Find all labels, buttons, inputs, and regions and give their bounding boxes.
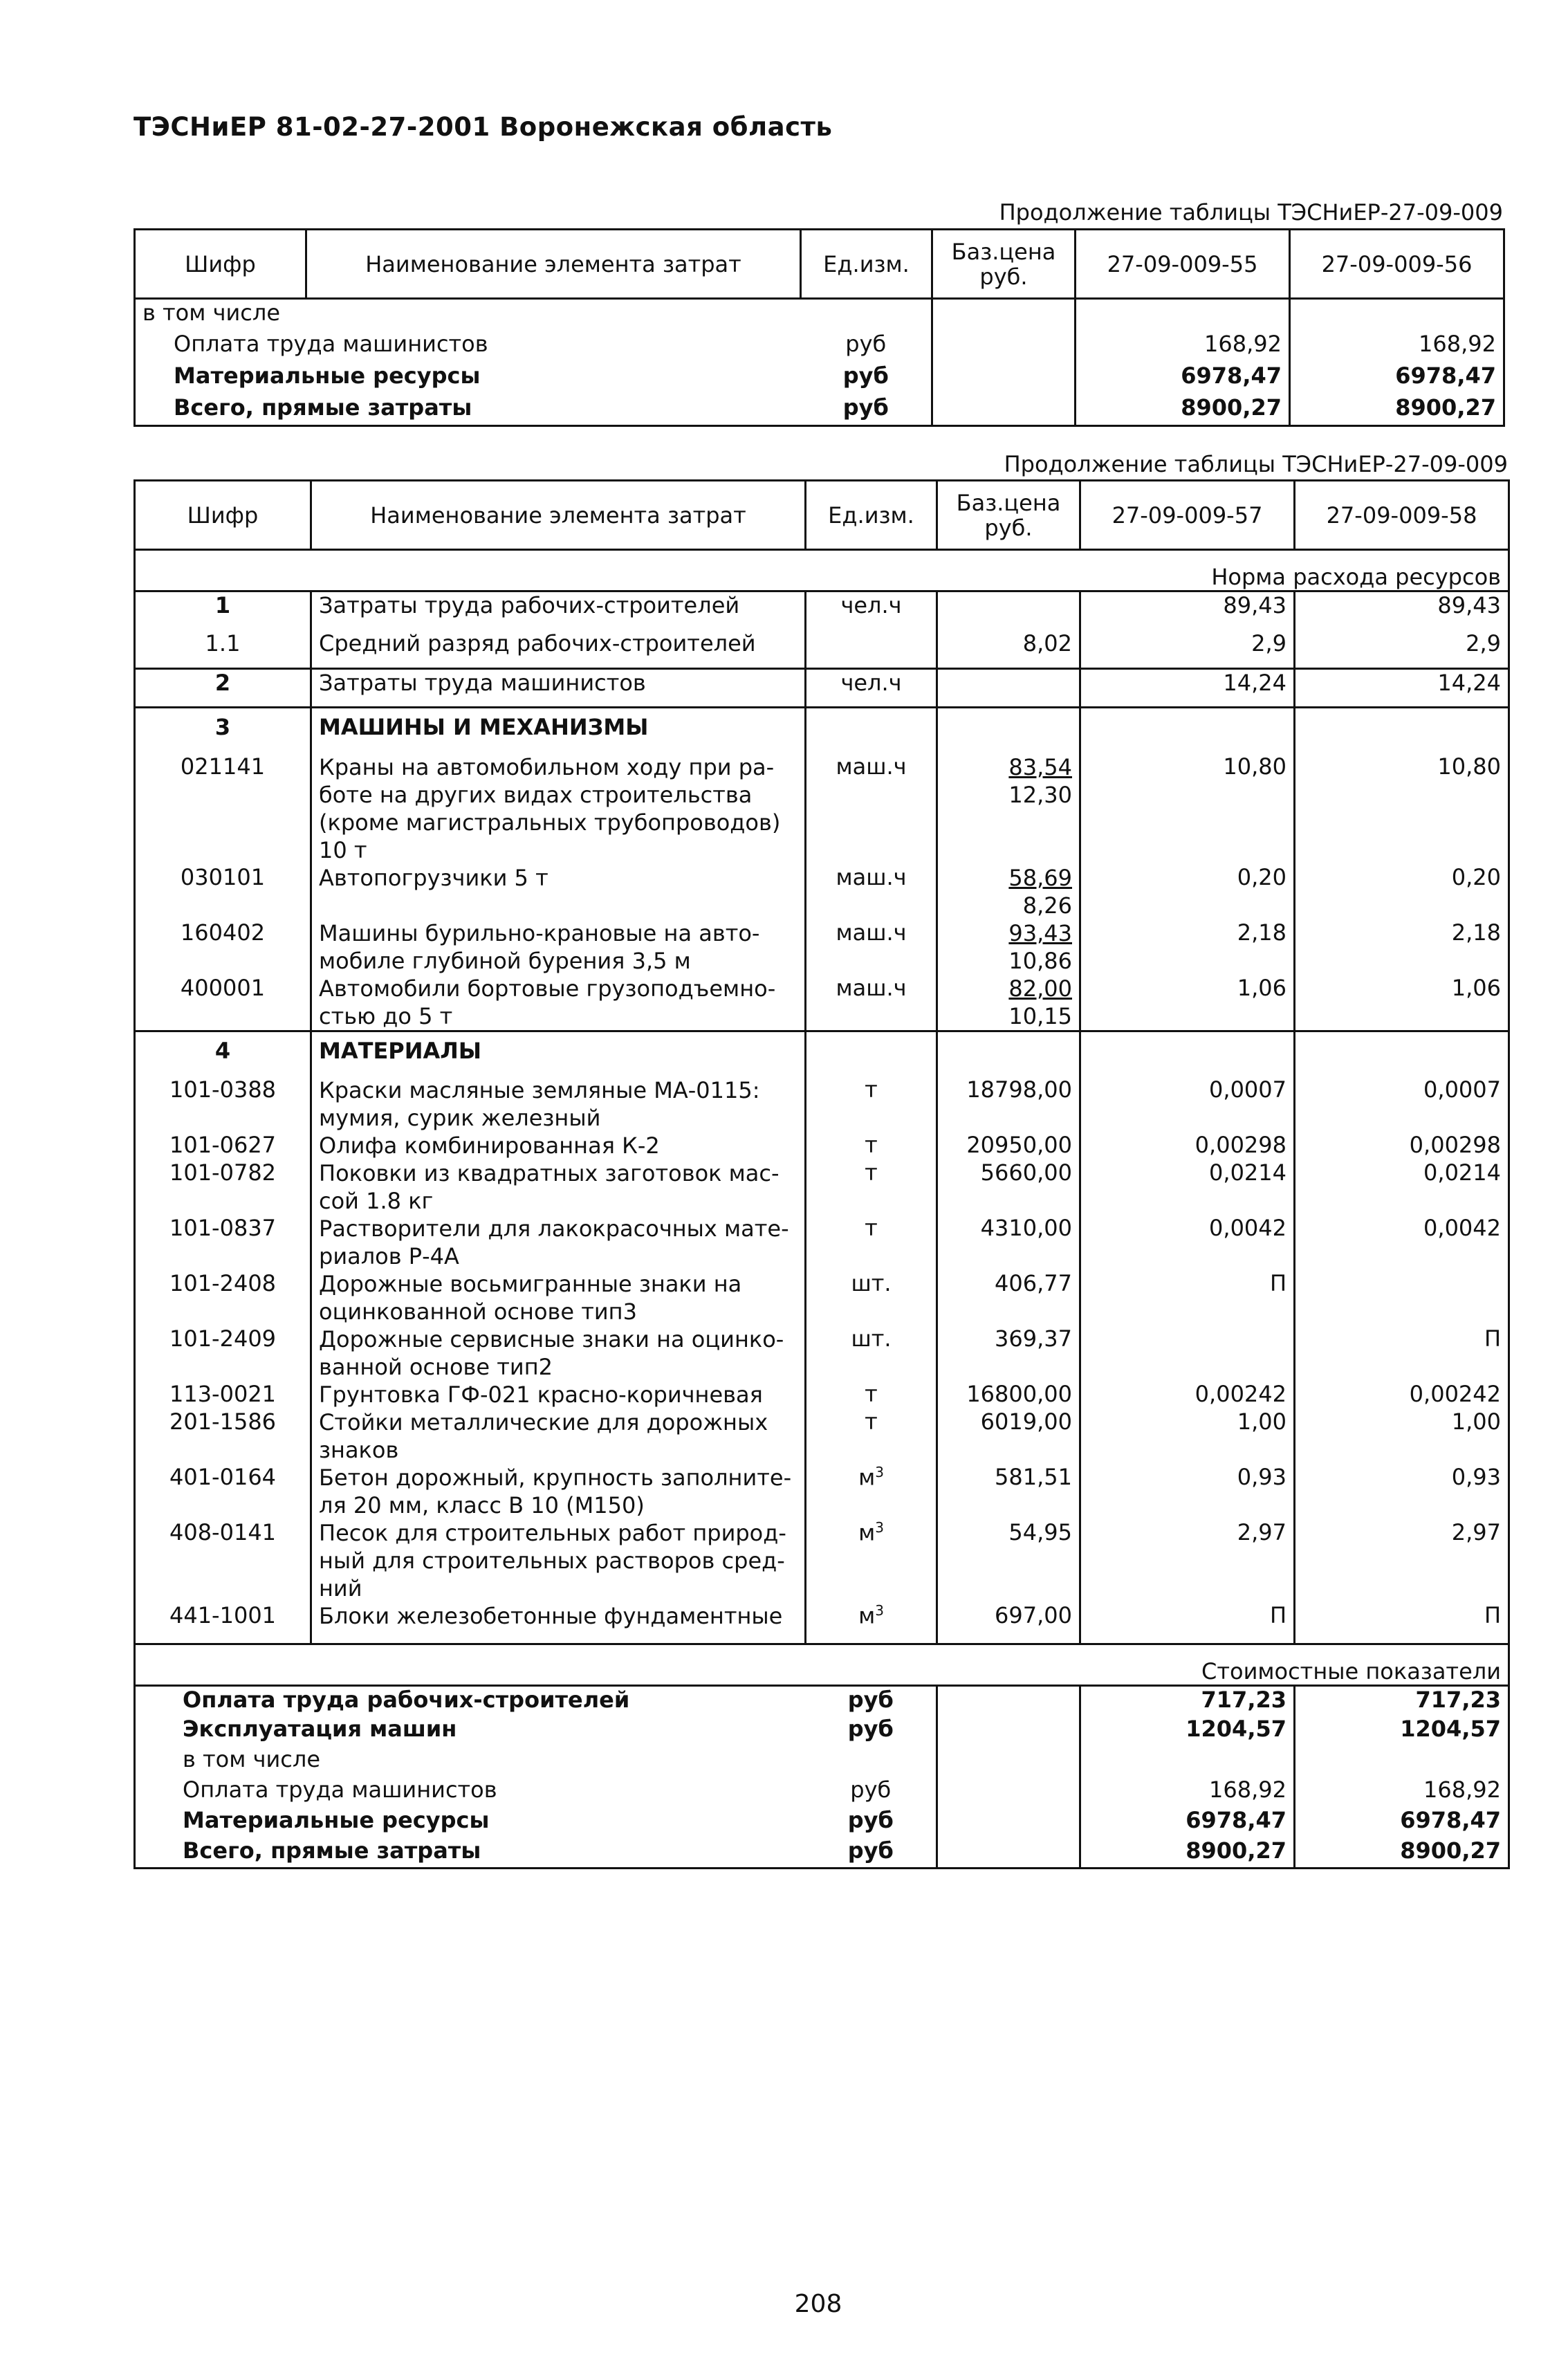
row-code: 113-0021 [135,1381,311,1408]
table-cell [937,708,1080,753]
row-code: 030101 [135,864,311,919]
row-name-line: ванной основе тип2 [319,1354,553,1380]
row-price: 581,51 [937,1464,1080,1519]
row-unit-text: т [865,1408,878,1435]
row-name [311,1215,806,1270]
row-name-line: оцинкованной основе тип3 [319,1298,637,1325]
row-name [311,1270,806,1325]
row-unit-text: шт. [851,1325,892,1352]
row-price [937,864,1080,919]
row-unit-sup: 3 [875,1519,884,1536]
row-a: П [1080,1602,1295,1644]
row-price [937,919,1080,975]
row-name-line: Грунтовка ГФ-021 красно-коричневая [319,1382,763,1408]
row-code: 401-0164 [135,1464,311,1519]
row-name-line: мумия, сурик железный [319,1105,601,1131]
row-name [311,1519,806,1602]
row-name-line: боте на других видах строительства [319,781,753,808]
row-code: 408-0141 [135,1519,311,1602]
table-cell [937,1777,1080,1807]
row-price: 20950,00 [937,1132,1080,1159]
row-a [1080,1325,1295,1381]
totals-row [135,1716,1509,1746]
row-code: 101-2409 [135,1325,311,1381]
totals-b: 168,92 [1295,1777,1509,1807]
totals-a: 717,23 [1080,1685,1295,1716]
totals-label: Эксплуатация машин [135,1716,806,1746]
row-price [937,975,1080,1031]
header-col-a: 27-09-009-57 [1080,481,1295,550]
row-unit-sup: 3 [875,1602,884,1619]
row-code: 101-2408 [135,1270,311,1325]
table-cell [932,299,1076,331]
materials-list [135,1076,1509,1644]
row-a: 2,97 [1080,1519,1295,1602]
table1-caption: Продолжение таблицы ТЭСНиЕР-27-09-009 [999,199,1503,226]
row-price: 54,95 [937,1519,1080,1602]
header-col-a: 27-09-009-55 [1076,230,1290,299]
row-name-line: Растворители для лакокрасочных мате- [319,1215,789,1242]
row-name-line: Бетон дорожный, крупность заполните- [319,1465,792,1491]
page-title: ТЭСНиЕР 81-02-27-2001 Воронежская область [133,112,833,142]
totals-label: Оплата труда рабочих-строителей [135,1685,806,1716]
row-name-line: Автомобили бортовые грузоподъемно- [319,975,776,1002]
row-b: 0,0042 [1295,1215,1509,1270]
row-name-line: Блоки железобетонные фундаментные [319,1603,783,1629]
row-name-line: Краны на автомобильном ходу при ра- [319,753,775,780]
row-code: 441-1001 [135,1602,311,1644]
row-code: 101-0388 [135,1076,311,1132]
row-unit [806,1132,937,1159]
row-price: 18798,00 [937,1076,1080,1132]
table-cell [806,1031,937,1076]
row-a: 1,00 [1080,1408,1295,1464]
header-col-b: 27-09-009-56 [1290,230,1504,299]
material-row [135,1325,1509,1381]
header-name: Наименование элемента затрат [306,230,801,299]
totals-unit: руб [806,1837,937,1868]
material-row [135,1519,1509,1602]
row-name [311,1159,806,1215]
table-row-label: Оплата труда машинистов [135,331,801,362]
totals-unit: руб [806,1807,937,1837]
totals-unit [806,1746,937,1777]
table-cell [932,362,1076,394]
totals-b: 1204,57 [1295,1716,1509,1746]
row-b: 0,93 [1295,1464,1509,1519]
material-row [135,1602,1509,1644]
row-b: 2,18 [1295,919,1509,975]
row-unit [806,630,937,669]
totals-label: Материальные ресурсы [135,1807,806,1837]
row-price [937,753,1080,864]
row-unit [806,1215,937,1270]
table-cell [1295,1031,1509,1076]
row-a: 89,43 [1080,591,1295,630]
row-name-line: Поковки из квадратных заготовок мас- [319,1160,780,1186]
header-name: Наименование элемента затрат [311,481,806,550]
row-name [311,975,806,1031]
row-price-line: 12,30 [1008,781,1072,808]
header-code: Шифр [135,230,306,299]
row-price: 5660,00 [937,1159,1080,1215]
row-price: 16800,00 [937,1381,1080,1408]
material-row [135,1408,1509,1464]
row-a: 0,00298 [1080,1132,1295,1159]
row-unit [806,1381,937,1408]
row-unit: маш.ч [806,864,937,919]
table-cell-a: 6978,47 [1076,362,1290,394]
row-name-line: Стойки металлические для дорожных [319,1409,768,1435]
row-price: 369,37 [937,1325,1080,1381]
row-b [1295,1270,1509,1325]
row-name-line: знаков [319,1437,399,1463]
row-code: 021141 [135,753,311,864]
row-price-line: 10,15 [1008,1002,1072,1029]
totals-row [135,1837,1509,1868]
totals-b: 6978,47 [1295,1807,1509,1837]
row-name-line: сой 1.8 кг [319,1188,434,1214]
table-cell-b: 8900,27 [1290,394,1504,426]
totals-b [1295,1746,1509,1777]
row-price: 406,77 [937,1270,1080,1325]
row-price: 4310,00 [937,1215,1080,1270]
table-cell [1290,299,1504,331]
row-unit-text: т [865,1215,878,1241]
row-name [311,753,806,864]
table-cell [937,1746,1080,1777]
row-name-line: стью до 5 т [319,1002,453,1029]
section-code: 4 [135,1031,311,1076]
table-cell [937,1716,1080,1746]
table1 [133,228,1505,427]
totals-label: в том числе [135,1746,806,1777]
header-base-price: Баз.цена руб. [937,481,1080,550]
row-unit [806,1519,937,1602]
row-name-line: 10 т [319,836,367,863]
table-cell [937,1685,1080,1716]
row-code: 2 [135,669,311,708]
row-unit-sup: 3 [875,1464,884,1480]
table-cell [932,394,1076,426]
row-a: 14,24 [1080,669,1295,708]
row-price: 697,00 [937,1602,1080,1644]
totals-b: 717,23 [1295,1685,1509,1716]
row-name [311,919,806,975]
row-price-line: 93,43 [1008,919,1072,946]
row-code: 400001 [135,975,311,1031]
row-code: 101-0837 [135,1215,311,1270]
row-name-line: Машины бурильно-крановые на авто- [319,919,760,946]
row-name-line: Олифа комбинированная К-2 [319,1132,660,1159]
totals-unit: руб [806,1716,937,1746]
totals-a [1080,1746,1295,1777]
header-unit: Ед.изм. [806,481,937,550]
row-name-line: мобиле глубиной бурения 3,5 м [319,947,691,974]
table-cell-unit: руб [801,394,932,426]
table-cell [1295,708,1509,753]
row-code: 160402 [135,919,311,975]
table-cell [801,299,932,331]
row-unit [806,1270,937,1325]
row-a: 0,0007 [1080,1076,1295,1132]
totals-b: 8900,27 [1295,1837,1509,1868]
row-b: 1,06 [1295,975,1509,1031]
row-name-line: Автопогрузчики 5 т [319,864,548,891]
material-row [135,1381,1509,1408]
table-cell-b: 168,92 [1290,331,1504,362]
row-a: 10,80 [1080,753,1295,864]
row-unit: маш.ч [806,975,937,1031]
totals-a: 8900,27 [1080,1837,1295,1868]
row-b: 2,97 [1295,1519,1509,1602]
row-name [311,864,806,919]
totals-a: 1204,57 [1080,1716,1295,1746]
row-b: 89,43 [1295,591,1509,630]
row-price-line: 83,54 [1008,753,1072,780]
row-unit [806,1408,937,1464]
row-unit-text: м [858,1519,876,1546]
table-cell [937,1807,1080,1837]
totals-row [135,1746,1509,1777]
row-name-line: ный для строительных растворов сред- [319,1548,785,1574]
table-cell-a: 168,92 [1076,331,1290,362]
table-cell-unit: руб [801,331,932,362]
totals-a: 168,92 [1080,1777,1295,1807]
section-title: МАТЕРИАЛЫ [311,1031,806,1076]
row-name-line: Песок для строительных работ природ- [319,1520,786,1546]
row-name-line: ний [319,1575,362,1601]
row-code: 201-1586 [135,1408,311,1464]
row-unit [806,1159,937,1215]
row-a: 0,0042 [1080,1215,1295,1270]
row-name [311,1602,806,1644]
row-b: 0,00298 [1295,1132,1509,1159]
row-name: Затраты труда машинистов [311,669,806,708]
header-unit: Ед.изм. [801,230,932,299]
row-a: 0,0214 [1080,1159,1295,1215]
table-cell [1080,1031,1295,1076]
table2-caption: Продолжение таблицы ТЭСНиЕР-27-09-009 [1004,451,1508,477]
row-name-line: Дорожные восьмигранные знаки на [319,1271,742,1297]
row-a: 2,9 [1080,630,1295,669]
row-a: 0,93 [1080,1464,1295,1519]
row-a: 0,20 [1080,864,1295,919]
row-name [311,1381,806,1408]
norm-label: Норма расхода ресурсов [135,550,1509,591]
totals-label: Всего, прямые затраты [135,1837,806,1868]
row-price: 8,02 [937,630,1080,669]
table-cell [932,331,1076,362]
row-price: 6019,00 [937,1408,1080,1464]
section-title: МАШИНЫ И МЕХАНИЗМЫ [311,708,806,753]
row-b: 1,00 [1295,1408,1509,1464]
row-b: 0,0007 [1295,1076,1509,1132]
material-row [135,1270,1509,1325]
table-row-label: Материальные ресурсы [135,362,801,394]
totals-label: Оплата труда машинистов [135,1777,806,1807]
page-number: 208 [794,2290,842,2318]
material-row [135,1159,1509,1215]
totals-row [135,1685,1509,1716]
row-name [311,1464,806,1519]
table-cell [1080,708,1295,753]
totals-row [135,1807,1509,1837]
row-b: 0,20 [1295,864,1509,919]
material-row [135,1076,1509,1132]
row-name: Средний разряд рабочих-строителей [311,630,806,669]
table-row-label: в том числе [135,299,801,331]
row-unit-text: шт. [851,1270,892,1296]
row-price-line: 82,00 [1008,975,1072,1002]
row-name [311,1325,806,1381]
row-price-line: 58,69 [1008,864,1072,891]
row-unit: маш.ч [806,753,937,864]
row-name [311,1408,806,1464]
row-a: 0,00242 [1080,1381,1295,1408]
totals-unit: руб [806,1685,937,1716]
totals-unit: руб [806,1777,937,1807]
row-unit: маш.ч [806,919,937,975]
header-base-price: Баз.цена руб. [932,230,1076,299]
row-price [937,591,1080,630]
row-price-line: 10,86 [1008,947,1072,974]
row-unit: чел.ч [806,591,937,630]
row-a: 1,06 [1080,975,1295,1031]
row-name: Затраты труда рабочих-строителей [311,591,806,630]
table-cell [1076,299,1290,331]
table2 [133,479,1510,1869]
row-price [937,669,1080,708]
row-name-line: ля 20 мм, класс В 10 (М150) [319,1492,645,1518]
row-unit-text: м [858,1464,876,1491]
row-name-line: (кроме магистральных трубопроводов) [319,809,781,836]
section-code: 3 [135,708,311,753]
row-unit: чел.ч [806,669,937,708]
row-name-line: Краски масляные земляные МА-0115: [319,1077,760,1103]
material-row [135,1132,1509,1159]
row-unit-text: м [858,1602,876,1629]
material-row [135,1215,1509,1270]
totals-list [135,1685,1509,1868]
material-row [135,1464,1509,1519]
header-code: Шифр [135,481,311,550]
row-b: 14,24 [1295,669,1509,708]
row-b: 0,00242 [1295,1381,1509,1408]
row-name-line: Дорожные сервисные знаки на оцинко- [319,1326,784,1352]
row-code: 101-0627 [135,1132,311,1159]
totals-row [135,1777,1509,1807]
row-code: 101-0782 [135,1159,311,1215]
row-unit-text: т [865,1076,878,1103]
header-col-b: 27-09-009-58 [1295,481,1509,550]
row-b: 2,9 [1295,630,1509,669]
table-cell-a: 8900,27 [1076,394,1290,426]
table-cell [937,1031,1080,1076]
table-cell [806,708,937,753]
table-cell-b: 6978,47 [1290,362,1504,394]
row-b: 0,0214 [1295,1159,1509,1215]
table-cell [937,1837,1080,1868]
row-b: П [1295,1602,1509,1644]
row-unit [806,1325,937,1381]
row-unit-text: т [865,1381,878,1407]
row-name-line: риалов Р-4А [319,1243,459,1269]
cost-label: Стоимостные показатели [135,1644,1509,1685]
row-name [311,1132,806,1159]
row-b: П [1295,1325,1509,1381]
row-price-line: 8,26 [1022,892,1072,919]
row-unit [806,1602,937,1644]
row-a: П [1080,1270,1295,1325]
row-unit-text: т [865,1159,878,1186]
table-row-label: Всего, прямые затраты [135,394,801,426]
row-unit [806,1464,937,1519]
row-unit [806,1076,937,1132]
row-unit-text: т [865,1132,878,1158]
row-name [311,1076,806,1132]
row-a: 2,18 [1080,919,1295,975]
row-code: 1.1 [135,630,311,669]
row-b: 10,80 [1295,753,1509,864]
table-cell-unit: руб [801,362,932,394]
totals-a: 6978,47 [1080,1807,1295,1837]
row-code: 1 [135,591,311,630]
